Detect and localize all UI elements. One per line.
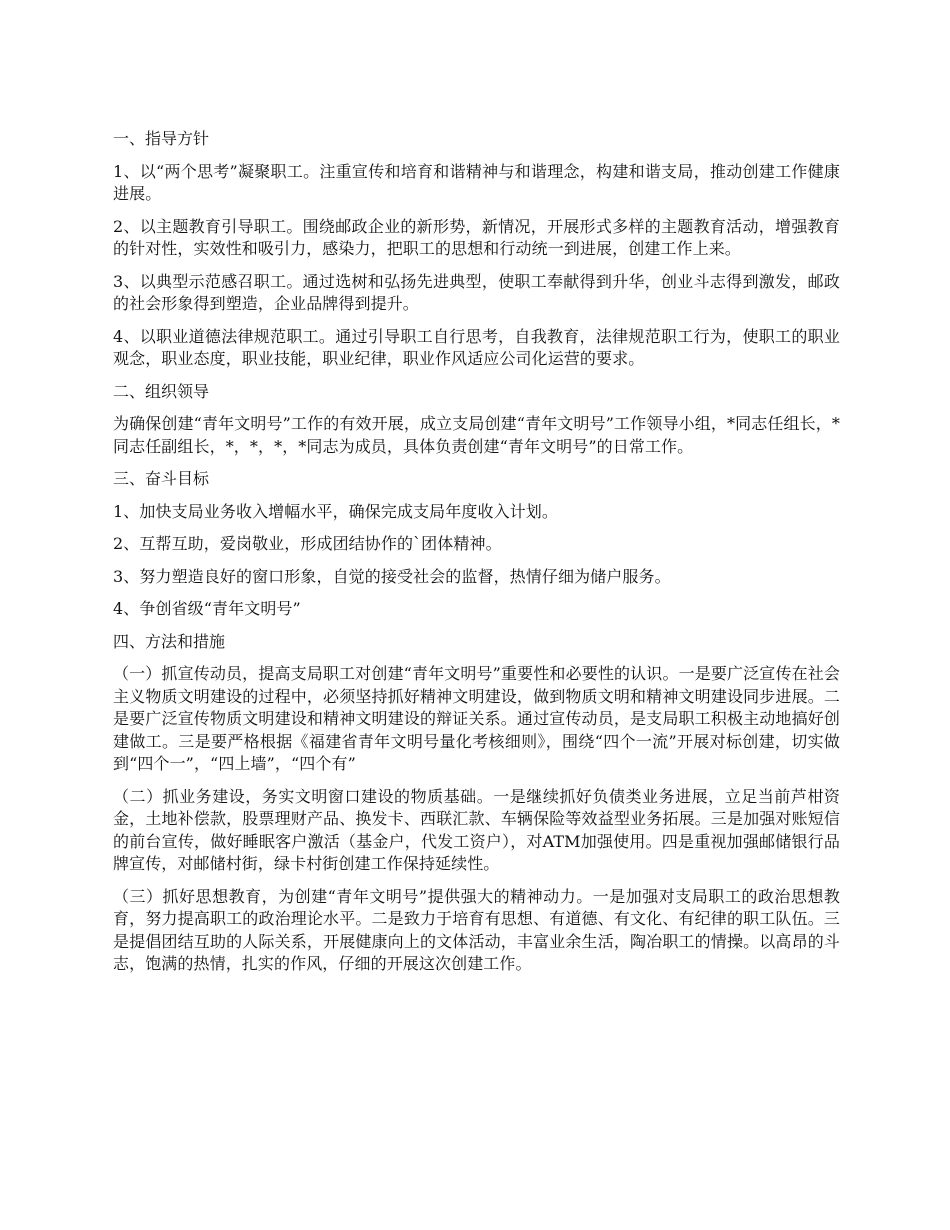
section-heading-methods: 四、方法和措施 [113, 631, 226, 651]
paragraph-organization: 为确保创建“青年文明号”工作的有效开展，成立支局创建“青年文明号”工作领导小组，*同志任组长，*同志任副组长，*，*，*，*同志为成员，具体负责创建“青年文明号”的日常工作。 [113, 414, 840, 456]
paragraph-method-2: （二）抓业务建设，务实文明窗口建设的物质基础。一是继续抓好负债类业务进展，立足当前芦柑资金，土地补偿款，股票理财产品、换发卡、西联汇款、车辆保险等效益型业务拓展。三是加强对账短信的前台宣传，做好睡眠客户激活（基金户，代发工资户），对ATM加强使用。四是重视加强邮储银行品牌宣传，对邮储村街，绿卡村街创建工作保持延续性。 [113, 786, 840, 873]
paragraph-principle-4: 4、以职业道德法律规范职工。通过引导职工自行思考，自我教育，法律规范职工行为，使职工的职业观念，职业态度，职业技能，职业纪律，职业作风适应公司化运营的要求。 [113, 326, 840, 368]
paragraph-goal-2: 2、互帮互助，爱岗敬业，形成团结协作的`团体精神。 [113, 534, 502, 553]
paragraph-goal-3: 3、努力塑造良好的窗口形象，自觉的接受社会的监督，热情仔细为储户服务。 [113, 566, 671, 586]
paragraph-goal-4: 4、争创省级“青年文明号” [113, 599, 301, 618]
paragraph-method-3: （三）抓好思想教育，为创建“青年文明号”提供强大的精神动力。一是加强对支局职工的政治思想教育，努力提高职工的政治理论水平。二是致力于培育有思想、有道德、有文化、有纪律的职工队伍。三是提倡团结互助的人际关系，开展健康向上的文体活动，丰富业余生活，陶冶职工的情操。以高昂的斗志，饱满的热情，扎实的作风，仔细的开展这次创建工作。 [113, 886, 840, 973]
paragraph-principle-1: 1、以“两个思考”凝聚职工。注重宣传和培育和谐精神与和谐理念，构建和谐支局，推动创建工作健康进展。 [113, 161, 840, 203]
section-heading-goals: 三、奋斗目标 [113, 469, 210, 488]
section-heading-guiding-principles: 一、指导方针 [113, 129, 210, 148]
paragraph-principle-2: 2、以主题教育引导职工。围绕邮政企业的新形势，新情况，开展形式多样的主题教育活动，增强教育的针对性，实效性和吸引力，感染力，把职工的思想和行动统一到进展，创建工作上来。 [113, 216, 840, 258]
section-heading-organization: 二、组织领导 [113, 381, 210, 401]
paragraph-method-1: （一）抓宣传动员，提高支局职工对创建“青年文明号”重要性和必要性的认识。一是要广泛宣传在社会主义物质文明建设的过程中，必须坚持抓好精神文明建设，做到物质文明和精神文明建设同步进展。二是要广泛宣传物质文明建设和精神文明建设的辩证关系。通过宣传动员，是支局职工积极主动地搞好创建做工。三是要严格根据《福建省青年文明号量化考核细则》，围绕“四个一流”开展对标创建，切实做到“四个一”，“四上墙”，“四个有” [113, 664, 840, 773]
document-page [113, 128, 840, 986]
paragraph-goal-1: 1、加快支局业务收入增幅水平，确保完成支局年度收入计划。 [113, 501, 558, 521]
paragraph-principle-3: 3、以典型示范感召职工。通过选树和弘扬先进典型，使职工奉献得到升华，创业斗志得到激发，邮政的社会形象得到塑造，企业品牌得到提升。 [113, 271, 840, 313]
